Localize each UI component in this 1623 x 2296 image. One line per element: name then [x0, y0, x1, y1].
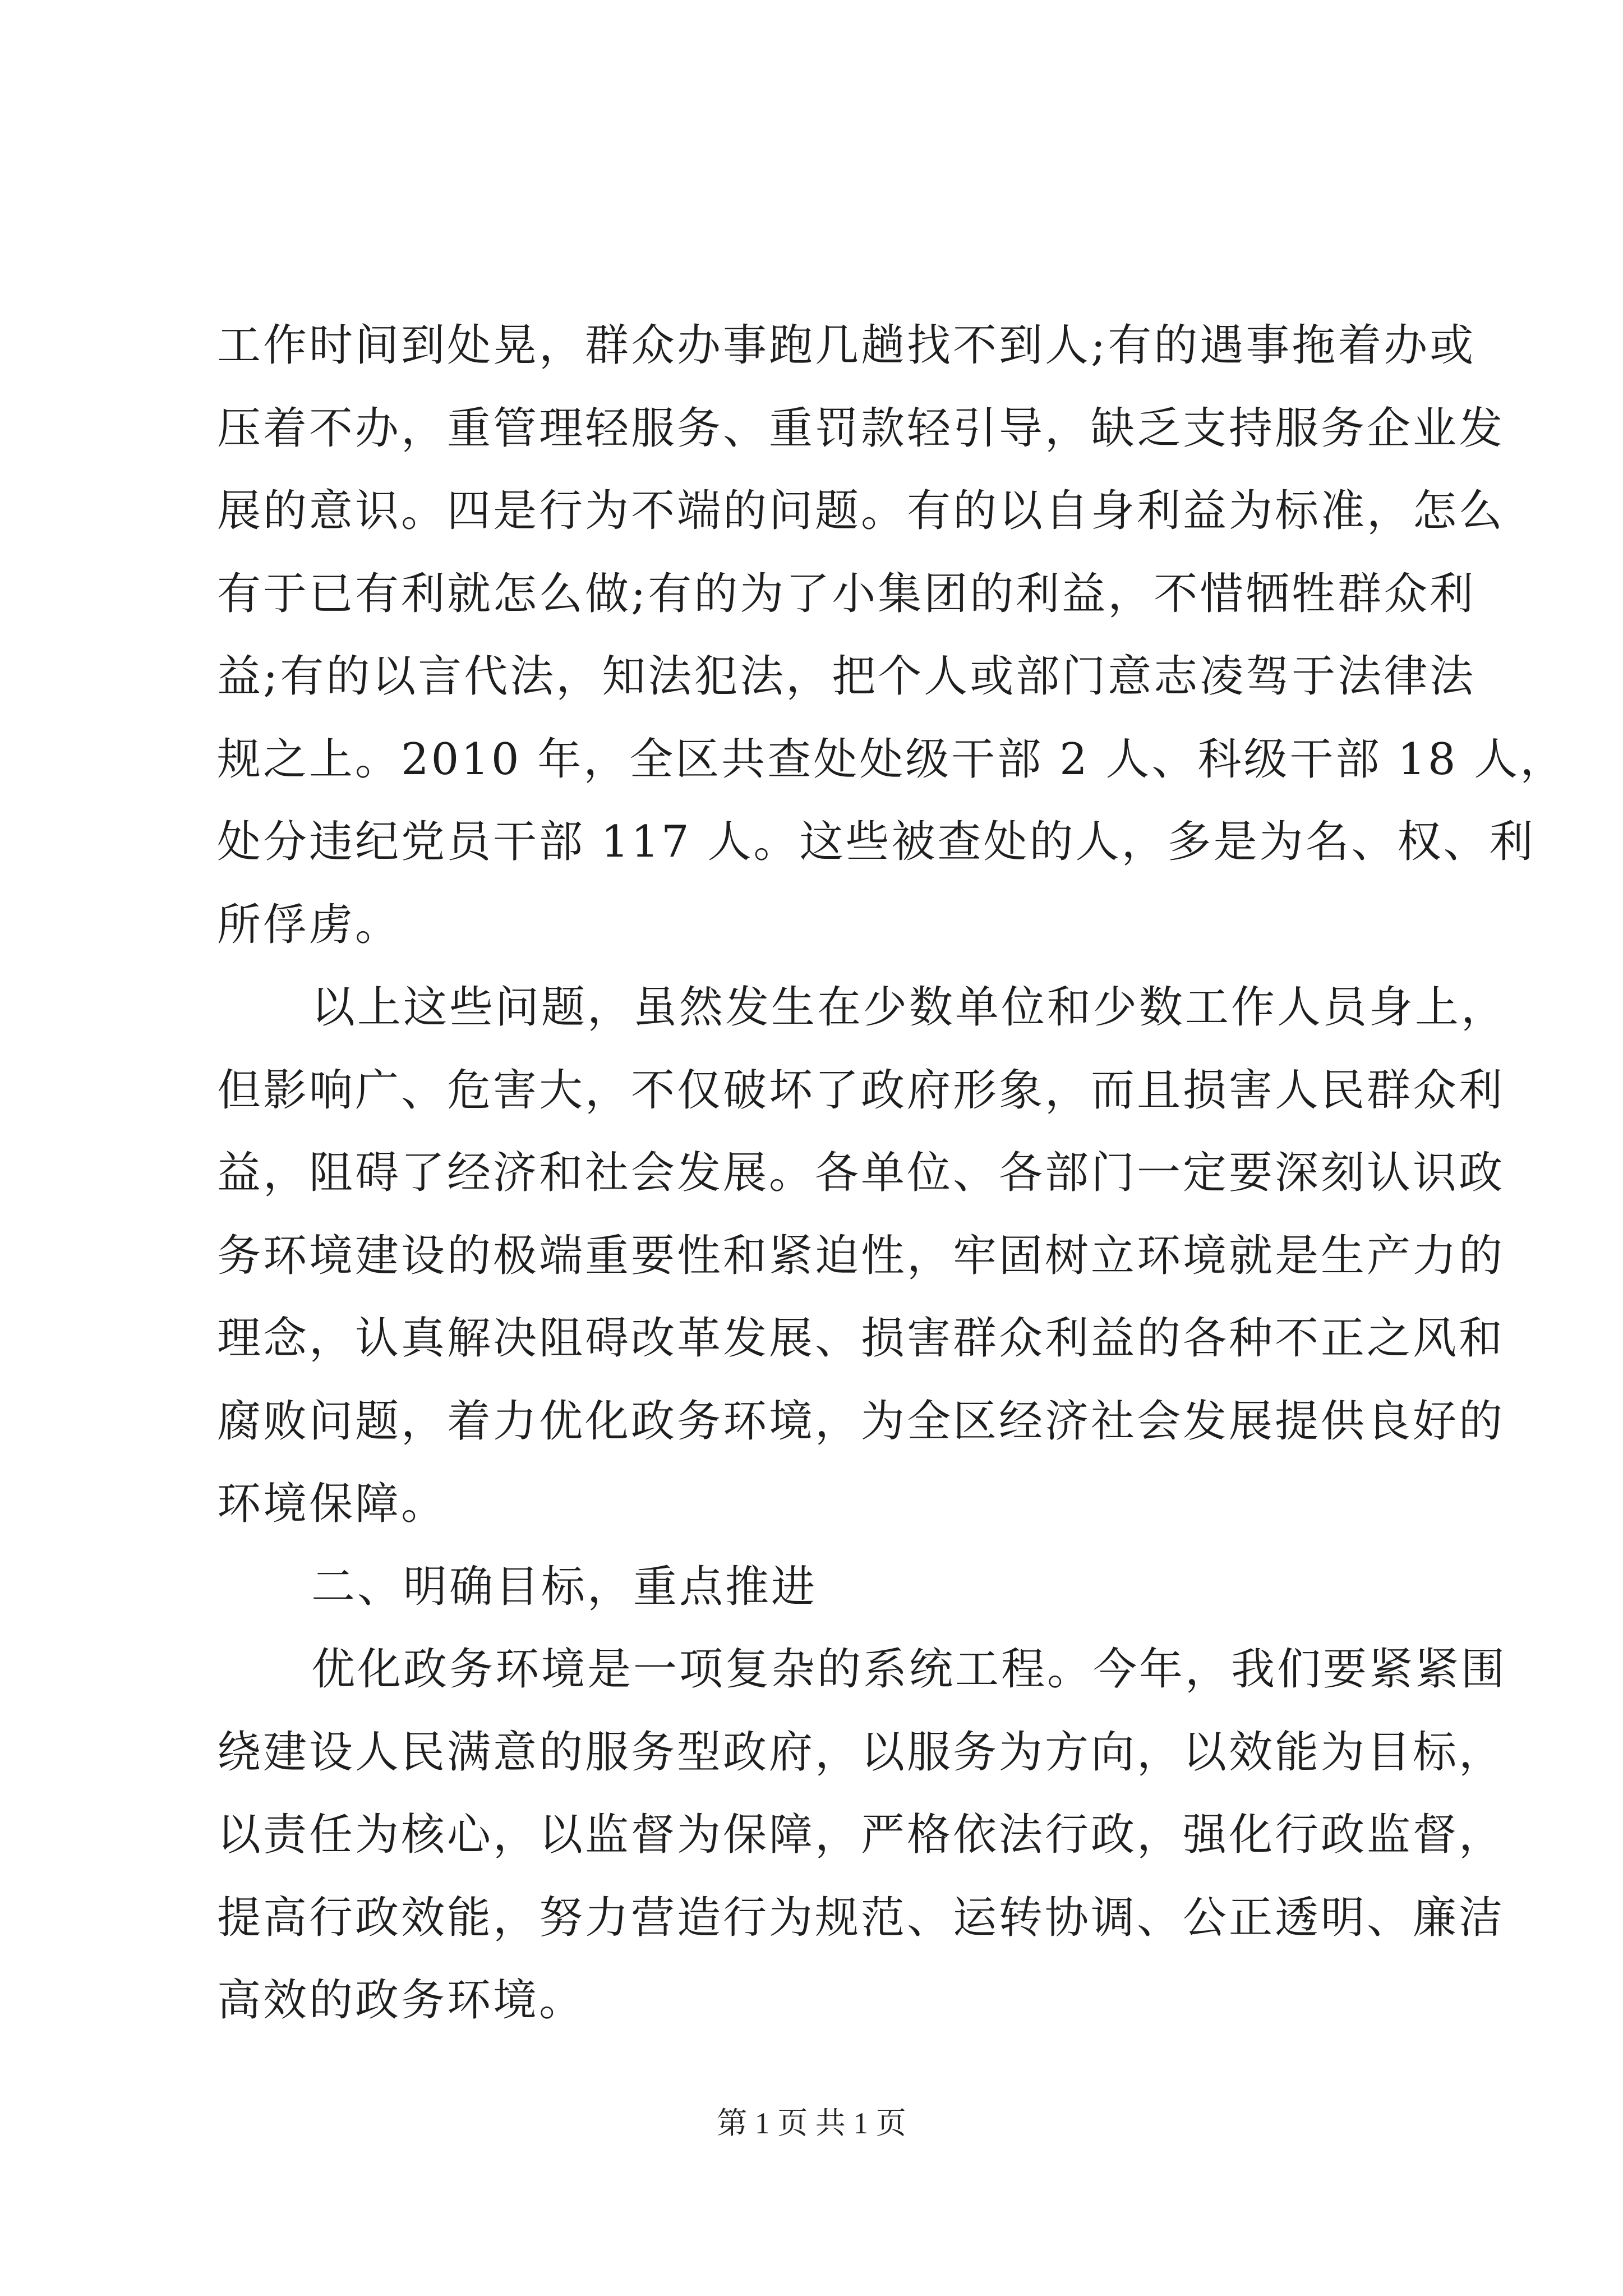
text-line: 环境保障。 — [217, 1479, 448, 1529]
paragraph-first-line: 以上这些问题，虽然发生在少数单位和少数工作人员身上， — [311, 982, 1507, 1033]
page-footer — [0, 2101, 1623, 2146]
text-line: 益，阻碍了经济和社会发展。各单位、各部门一定要深刻认识政 — [217, 1148, 1505, 1198]
section-heading: 二、明确目标，重点推进 — [311, 1561, 818, 1612]
text-line: 处分违纪党员干部 117 人。这些被查处的人，多是为名、权、利 — [217, 817, 1536, 867]
text-line: 益;有的以言代法，知法犯法，把个人或部门意志凌驾于法律法 — [217, 651, 1476, 702]
text-line: 压着不办，重管理轻服务、重罚款轻引导，缺乏支持服务企业发 — [217, 403, 1505, 454]
text-line: 绕建设人民满意的服务型政府，以服务为方向，以效能为目标， — [217, 1727, 1505, 1778]
text-line: 有于已有利就怎么做;有的为了小集团的利益，不惜牺牲群众利 — [217, 568, 1476, 619]
text-line: 提高行政效能，努力营造行为规范、运转协调、公正透明、廉洁 — [217, 1892, 1505, 1943]
text-line: 以责任为核心，以监督为保障，严格依法行政，强化行政监督， — [217, 1810, 1505, 1860]
paragraph-first-line: 优化政务环境是一项复杂的系统工程。今年，我们要紧紧围 — [311, 1644, 1507, 1695]
text-line: 工作时间到处晃，群众办事跑几趟找不到人;有的遇事拖着办或 — [217, 320, 1476, 371]
text-line: 但影响广、危害大，不仅破坏了政府形象，而且损害人民群众利 — [217, 1065, 1505, 1116]
body-text — [217, 305, 1566, 2042]
page-number: 第 1 页 共 1 页 — [717, 2106, 906, 2140]
text-line: 高效的政务环境。 — [217, 1975, 585, 2026]
text-line: 规之上。2010 年，全区共查处处级干部 2 人、科级干部 18 人， — [217, 734, 1566, 785]
text-line: 所俘虏。 — [217, 899, 402, 950]
text-line: 展的意识。四是行为不端的问题。有的以自身利益为标准，怎么 — [217, 486, 1505, 536]
text-line: 务环境建设的极端重要性和紧迫性，牢固树立环境就是生产力的 — [217, 1230, 1505, 1281]
text-line: 理念，认真解决阻碍改革发展、损害群众利益的各种不正之风和 — [217, 1313, 1505, 1364]
text-line: 腐败问题，着力优化政务环境，为全区经济社会发展提供良好的 — [217, 1396, 1505, 1447]
